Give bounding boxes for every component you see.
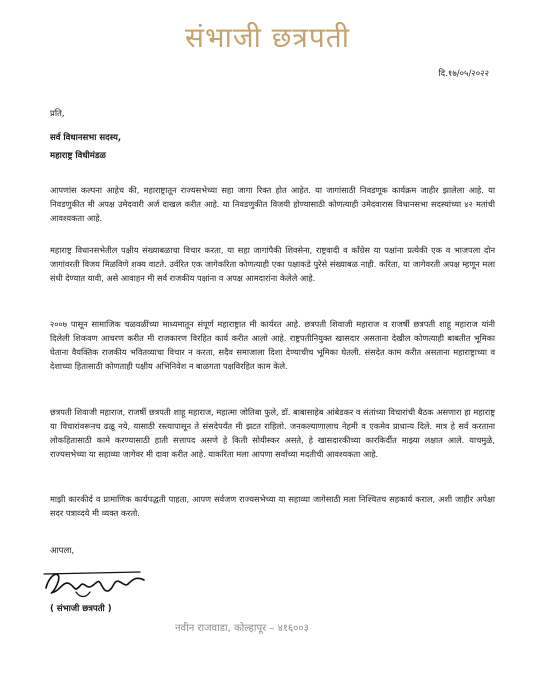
body-paragraph-2: महाराष्ट्र विधानसभेतील पक्षीय संख्याबळाचा विचार करता, या सहा जागांपैकी शिवसेना, राष्ट्रवादी व काँग्रेस या पक्षांना प्रत्येकी एक व भाजपला दोन जागांवरती विजय मिळविणे शक्य वाटते. उर्वरित एक जागेकरिता कोणत्याही एका पक्षाकडे पुरेसे संख्याबळ नाही. करिता, या जागेवरती अपक्ष म्हणून मला संधी देण्यात यावी, असे आवाहन मी सर्व राजकीय पक्षांना व अपक्ष आमदारांना केलेले आहे. <box>50 245 495 283</box>
handwritten-signature <box>40 562 150 602</box>
letter-date: दि.१७/०५/२०२२ <box>438 69 489 79</box>
recipient-line-2: महाराष्ट्र विधीमंडळ <box>50 151 106 161</box>
recipient-salutation: प्रति, <box>50 109 65 119</box>
body-paragraph-4: छत्रपती शिवाजी महाराज, राजर्षी छत्रपती शाहू महाराज, महात्मा जोतिबा फुले, डॉ. बाबासाहेब आंबेडकर व संतांच्या विचारांची बैठक असणारा हा महाराष्ट्र या विचारांवरूनच ढळू नये, यासाठी रस्त्यापासून ते संसदेपर्यंत मी झटत राहिलो. जनकल्याणालाच नेहमी व एकमेव प्राधान्य दिले. मात्र हे सर्व करताना लोकहितासाठी कामे करण्यासाठी हाती सत्तापद असणे हे किती सोयीस्कर असते, हे खासदारकीच्या कारकिर्दीत माझ्या लक्षात आले. याचमुळे, राज्यसभेच्या या सहाव्या जागेवर मी दावा करीत आहे. याकरिता मला आपणा सर्वांच्या मदतीची आवश्यकता आहे. <box>50 407 495 459</box>
footer-address: नवीन राजवाडा, कोल्हापूर – ४१६००३ <box>175 623 309 634</box>
closing-text: आपला, <box>50 546 75 556</box>
recipient-line-1: सर्व विधानसभा सदस्य, <box>50 133 122 143</box>
letterhead-title: संभाजी छत्रपती <box>185 21 350 54</box>
signatory-name: ( संभाजी छत्रपती ) <box>50 604 112 614</box>
body-paragraph-1: आपणांस कल्पना आहेच की, महाराष्ट्रातून राज्यसभेच्या सहा जागा रिक्त होत आहेत. या जागांसाठी निवडणूक कार्यक्रम जाहीर झालेला आहे. या निवडणुकीत मी अपक्ष उमेदवारी अर्ज दाखल करीत आहे. या निवडणुकीत विजयी होण्यासाठी कोणत्याही उमेदवारास विधानसभा सदस्यांच्या ४२ मतांची आवश्यकता आहे. <box>50 185 495 223</box>
body-paragraph-5: माझी कारकीर्द व प्रामाणिक कार्यपद्धती पाहता, आपण सर्वजण राज्यसभेच्या या सहाव्या जागेसाठी मला निश्चितच सहकार्य कराल, अशी जाहीर अपेक्षा सदर पत्राव्दये मी व्यक्त करतो. <box>50 494 495 518</box>
body-paragraph-3: २००७ पासून सामाजिक चळवळींच्या माध्यमातून संपूर्ण महाराष्ट्रात मी कार्यरत आहे. छत्रपती शिवाजी महाराज व राजर्षी छत्रपती शाहू महाराज यांनी दिलेली शिकवण आचरण करीत मी राजकारण विरहित कार्य करीत आलो आहे. राष्ट्रपतीनियुक्त खासदार असताना देखील कोणत्याही बाबतीत भूमिका घेताना वैयक्तिक राजकीय भवितव्याचा विचार न करता, सदैव समाजाला दिशा देण्याचीच भूमिका घेतली. संसदेत काम करीत असताना महाराष्ट्राच्या व देशाच्या हितासाठी कोणताही पक्षीय अभिनिवेश न बाळगता पक्षविरहित काम केले. <box>50 319 495 371</box>
recipient-block <box>50 105 121 165</box>
